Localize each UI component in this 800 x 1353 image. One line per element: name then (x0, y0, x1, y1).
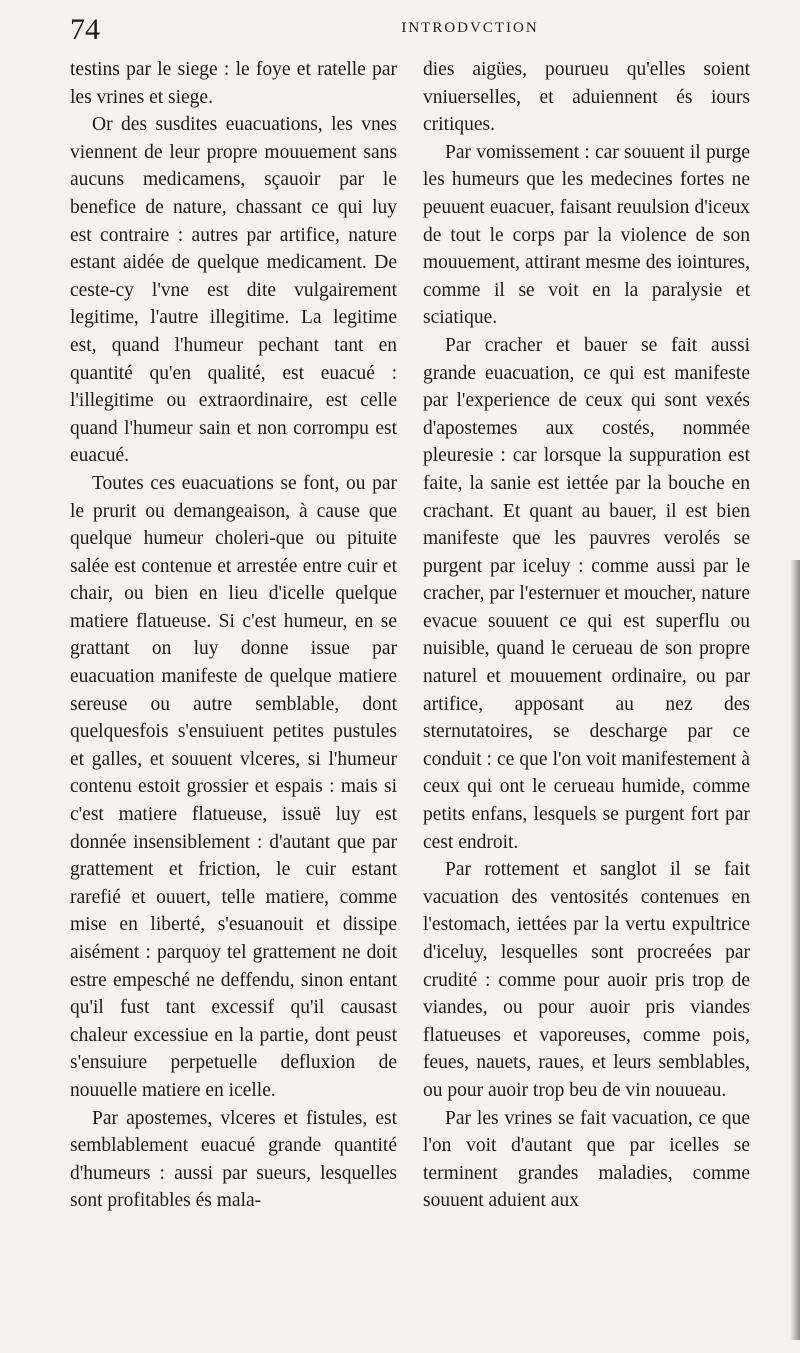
paragraph: Par apostemes, vlceres et fistules, est semblablement euacué grande quantité d'humeurs : aussi par sueurs, lesquelles sont profitables és mala- (70, 1107, 397, 1212)
paragraph: Par rottement et sanglot il se fait vacuation des ventosités contenues en l'estomach, iettées par la vertu expultrice d'iceluy, lesquelles sont procreées par crudité : comme pour auoir pris trop de viandes, ou pour auoir pris viandes flatueuses et vaporeuses, comme pois, feues, nauets, raues, et leurs semblables, ou pour auoir trop beu de vin nouueau. (423, 859, 750, 1101)
paragraph: Par les vrines se fait vacuation, ce que l'on voit d'autant que par icelles se terminent grandes maladies, comme souuent aduient aux (423, 1107, 750, 1212)
paragraph: Or des susdites euacuations, les vnes viennent de leur propre mouuement sans aucuns medicamens, sçauoir par le benefice de nature, chassant ce qui luy est contraire : autres par artifice, nature estant aidée de quelque medicament. De ceste-cy l'vne est dite vulgairement legitime, l'autre illegitime. La legitime est, quand l'humeur pechant tant en quantité qu'en qualité, est euacué : l'illegitime ou extraordinaire, est celle quand l'humeur sain et non corrompu est euacué. (70, 114, 397, 467)
paragraph: Par vomissement : car souuent il purge les humeurs que les medecines fortes ne peuuent euacuer, faisant reuulsion d'iceux de tout le corps par la violence de son mouuement, attirant mesme des iointures, comme il se voit en la paralysie et sciatique. (423, 141, 750, 329)
page-header (70, 12, 770, 48)
page-number: 74 (70, 13, 100, 46)
paragraph: testins par le siege : le foye et ratelle par les vrines et siege. (70, 59, 397, 108)
paragraph: Toutes ces euacuations se font, ou par le prurit ou demangeaison, à cause que quelque humeur choleri-que ou pituite salée est contenue et arrestée entre cuir et chair, ou bien en lieu d'icelle quelque matiere flatueuse. Si c'est humeur, en se grattant on luy donne issue par euacuation manifeste de quelque matiere sereuse ou autre semblable, dont quelquesfois s'ensuiuent petites pustules et galles, et souuent vlceres, si l'humeur contenu estoit grossier et espais : mais si c'est matiere flatueuse, issuë luy est donnée insensiblement : d'autant que par grattement et friction, le cuir estant rarefié et ouuert, telle matiere, comme mise en liberté, s'esuanouit et dissipe aisément : parquoy tel grattement ne doit estre empesché ne deffendu, sinon entant qu'il fust tant excessif qu'il causast chaleur excessiue en la partie, dont peust s'ensuiure perpetuelle defluxion de nouuelle matiere en icelle. (70, 472, 397, 1101)
right-column (423, 56, 750, 1215)
paragraph: Par cracher et bauer se fait aussi grande euacuation, ce qui est manifeste par l'experience de ceux qui sont vexés d'apostemes aux costés, nommée pleuresie : car lorsque la suppuration est faite, la sanie est iettée par la bouche en crachant. Et quant au bauer, il est bien manifeste que les pauvres verolés se purgent par iceluy : comme aussi par le cracher, par l'esternuer et moucher, nature evacue souuent ce qui est superflu ou nuisible, quand le cerueau de son propre naturel et mouuement ordinaire, ou par artifice, apposant au nez des sternutatoires, se descharge par ce conduit : ce que l'on voit manifestement à ceux qui ont le cerueau humide, comme petits enfans, lesquels se purgent fort par cest endroit. (423, 334, 750, 853)
left-column (70, 56, 397, 1215)
page-edge-shadow (790, 560, 800, 1340)
paragraph: dies aigües, pourueu qu'elles soient vniuerselles, et aduiennent és iours critiques. (423, 59, 750, 136)
running-head: INTRODVCTION (401, 20, 539, 36)
